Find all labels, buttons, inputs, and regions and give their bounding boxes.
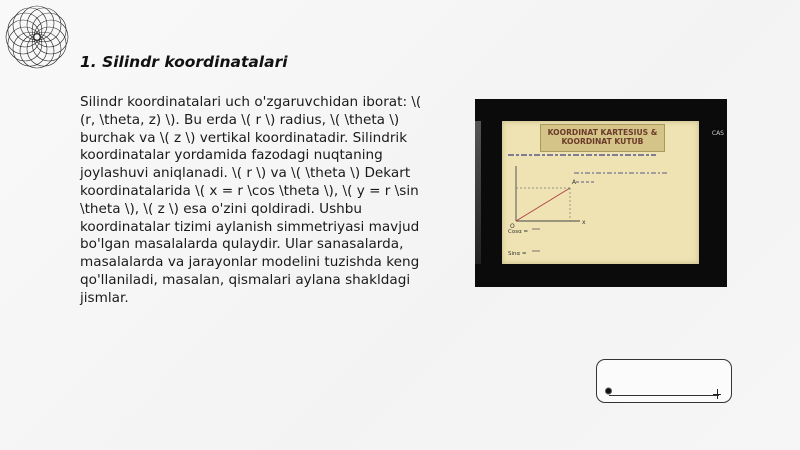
video-whiteboard — [502, 121, 699, 264]
board-title-line1: KOORDINAT KARTESIUS & — [547, 128, 658, 137]
seek-end-marker-icon — [713, 389, 721, 399]
axis-label-a: A — [572, 179, 577, 186]
formula-sin: Sinα = — [508, 251, 527, 257]
rosette-ring — [32, 13, 66, 47]
video-side-label: CAS — [711, 130, 724, 137]
formula-cos: Cosα = — [508, 229, 529, 235]
axis-label-x: x — [582, 219, 586, 226]
rosette-ring — [27, 8, 61, 42]
rosette-ring — [20, 34, 54, 68]
coordinate-sketch — [502, 121, 699, 264]
rosette-ring — [13, 8, 47, 42]
axis-label-o: O — [510, 223, 515, 230]
slide-title: 1. Silindr koordinatalari — [80, 53, 288, 71]
rosette-ring — [8, 27, 42, 61]
rosette-ring — [6, 20, 40, 54]
seek-bar[interactable] — [609, 395, 719, 396]
decorative-rosette-icon — [4, 4, 70, 70]
embedded-video[interactable] — [475, 99, 727, 287]
rosette-ring — [34, 20, 68, 54]
board-title-line2: KOORDINAT KUTUB — [561, 137, 644, 146]
rosette-ring — [20, 6, 54, 40]
video-edge-strip — [475, 121, 481, 264]
audio-player-control[interactable] — [596, 359, 732, 403]
slide-body-text: Silindr koordinatalari uch o'zgaruvchidan iborat: \( (r, \theta, z) \). Bu erda \( r \) radius, \( \theta \) burchak va \( z \) vertikal koordinatadir. Silindrik koordinatalar yordamida fazodagi nuqtaning joylashuvi aniqlanadi. \( r \) va \( \theta \) Dekart koordinatalarida \( x = r \cos \theta \), \( y = r \sin \theta \), \( z \) esa o'zini qoldiradi. Ushbu koordinatalar tizimi aylanish simmetriyasi mavjud bo'lgan masalalarda qulaydir. Ular sanasalarda, masalalarda va jarayonlar modelini tuzishda keng qo'llaniladi, masalan, qismalari aylana shakldagi jismlar. — [80, 94, 422, 306]
play-button[interactable] — [605, 388, 612, 395]
